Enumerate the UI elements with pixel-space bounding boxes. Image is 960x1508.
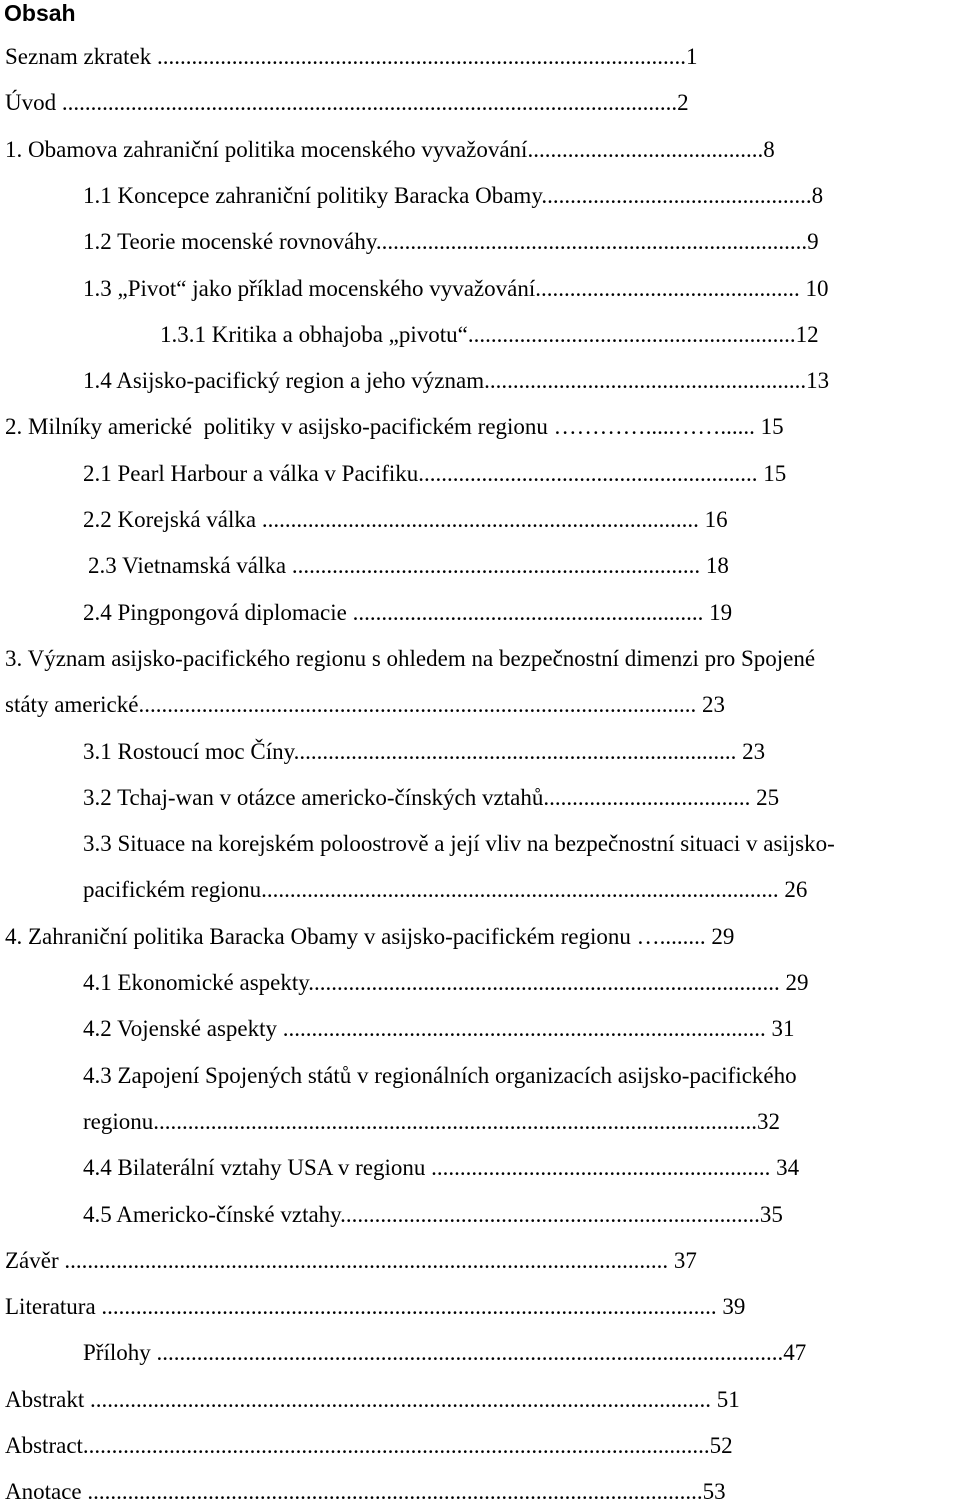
toc-entry-text: 1.1 Koncepce zahraniční politiky Baracka Obamy...............................................8 — [83, 183, 824, 208]
toc-entry-text: Přílohy .............................................................................................................47 — [83, 1340, 807, 1365]
toc-entry-text: 3.1 Rostoucí moc Číny............................................................................. 23 — [83, 739, 766, 764]
toc-entry-2-2[interactable] — [83, 504, 942, 536]
toc-entry-4-1[interactable] — [83, 967, 942, 999]
toc-entry-text: 3.3 Situace na korejském poloostrově a její vliv na bezpečnostní situaci v asijsko- — [83, 831, 835, 856]
toc-entry-abstrakt[interactable] — [5, 1384, 942, 1416]
toc-entry-1[interactable] — [5, 134, 942, 166]
toc-entry-text: 1.2 Teorie mocenské rovnováhy...........................................................................9 — [83, 229, 819, 254]
toc-entry-text: 4.5 Americko-čínské vztahy.........................................................................35 — [83, 1202, 783, 1227]
toc-entry-text: 3. Význam asijsko-pacifického regionu s ohledem na bezpečnostní dimenzi pro Spojené — [5, 646, 816, 671]
toc-entry-1-3-1[interactable] — [160, 319, 942, 351]
toc-entry-zaver[interactable] — [5, 1245, 942, 1277]
toc-entry-text: 4.4 Bilaterální vztahy USA v regionu ........................................................... 34 — [83, 1155, 800, 1180]
toc-entry-3-2[interactable] — [83, 782, 942, 814]
toc-entry-abstract[interactable] — [5, 1430, 942, 1462]
toc-entry-text: 2. Milníky americké politiky v asijsko-pacifickém regionu ………….....……...... 15 — [5, 414, 784, 439]
toc-entry-text: 1. Obamova zahraniční politika mocenského vyvažování.........................................8 — [5, 137, 775, 162]
toc-entry-text: 2.2 Korejská válka ............................................................................ 16 — [83, 507, 728, 532]
toc-entry-text: Abstract.............................................................................................................52 — [5, 1433, 733, 1458]
toc-entry-3[interactable] — [5, 643, 950, 675]
toc-entry-1-3[interactable] — [83, 273, 942, 305]
toc-entry-3-continued[interactable] — [5, 689, 942, 721]
toc-entry-text: 1.3.1 Kritika a obhajoba „pivotu“.........................................................12 — [160, 322, 819, 347]
toc-entry-text: 2.3 Vietnamská válka ....................................................................... 18 — [88, 553, 729, 578]
toc-entry-4-4[interactable] — [83, 1152, 942, 1184]
toc-entry-text: 1.4 Asijsko-pacifický region a jeho význam........................................................13 — [83, 368, 830, 393]
toc-entry-4[interactable] — [5, 921, 942, 953]
toc-heading: Obsah — [4, 0, 76, 26]
toc-entry-4-5[interactable] — [83, 1199, 942, 1231]
toc-entry-text: Abstrakt ............................................................................................................ 51 — [5, 1387, 740, 1412]
toc-entry-text: regionu.........................................................................................................32 — [83, 1109, 781, 1134]
toc-entry-text: 4.2 Vojenské aspekty .................................................................................... 31 — [83, 1016, 795, 1041]
toc-entry-4-2[interactable] — [83, 1013, 942, 1045]
toc-entry-2-3[interactable] — [88, 550, 942, 582]
toc-entry-text: 4. Zahraniční politika Baracka Obamy v asijsko-pacifickém regionu …........ 29 — [5, 924, 735, 949]
toc-entry-text: 2.1 Pearl Harbour a válka v Pacifiku........................................................... 15 — [83, 461, 787, 486]
toc-entry-1-4[interactable] — [83, 365, 942, 397]
toc-entry-2-4[interactable] — [83, 597, 942, 629]
toc-entry-text: pacifickém regionu.......................................................................................... 26 — [83, 877, 808, 902]
toc-entry-text: Závěr ......................................................................................................... 37 — [5, 1248, 697, 1273]
toc-entry-text: státy americké................................................................................................. 23 — [5, 692, 725, 717]
toc-entry-4-3-continued[interactable] — [83, 1106, 942, 1138]
toc-entry-4-3[interactable] — [83, 1060, 915, 1092]
toc-entry-1-1[interactable] — [83, 180, 942, 212]
toc-entry-3-3-continued[interactable] — [83, 874, 942, 906]
toc-entry-text: 3.2 Tchaj-wan v otázce americko-čínských vztahů.................................... 25 — [83, 785, 780, 810]
toc-entry-2-1[interactable] — [83, 458, 942, 490]
toc-entry-text: Anotace ...........................................................................................................53 — [5, 1479, 726, 1504]
toc-entry-prilohy[interactable] — [83, 1337, 942, 1369]
toc-entry-text: Úvod ...........................................................................................................2 — [5, 90, 689, 115]
toc-entry-3-3[interactable] — [83, 828, 958, 860]
toc-entry-literatura[interactable] — [5, 1291, 942, 1323]
toc-entry-3-1[interactable] — [83, 736, 942, 768]
toc-entry-uvod[interactable] — [5, 87, 942, 119]
toc-entry-seznam-zkratek[interactable] — [5, 41, 942, 73]
toc-entry-anotace[interactable] — [5, 1476, 942, 1508]
toc-entry-2[interactable] — [5, 411, 942, 443]
toc-entry-text: 1.3 „Pivot“ jako příklad mocenského vyvažování.............................................. 10 — [83, 276, 829, 301]
toc-entry-text: Seznam zkratek ............................................................................................1 — [5, 44, 698, 69]
toc-entry-text: 4.3 Zapojení Spojených států v regionálních organizacích asijsko-pacifického — [83, 1063, 797, 1088]
toc-entry-text: Literatura ........................................................................................................... 39 — [5, 1294, 746, 1319]
toc-entry-text: 4.1 Ekonomické aspekty.................................................................................. 29 — [83, 970, 809, 995]
toc-entry-text: 2.4 Pingpongová diplomacie ............................................................. 19 — [83, 600, 733, 625]
toc-entry-1-2[interactable] — [83, 226, 942, 258]
